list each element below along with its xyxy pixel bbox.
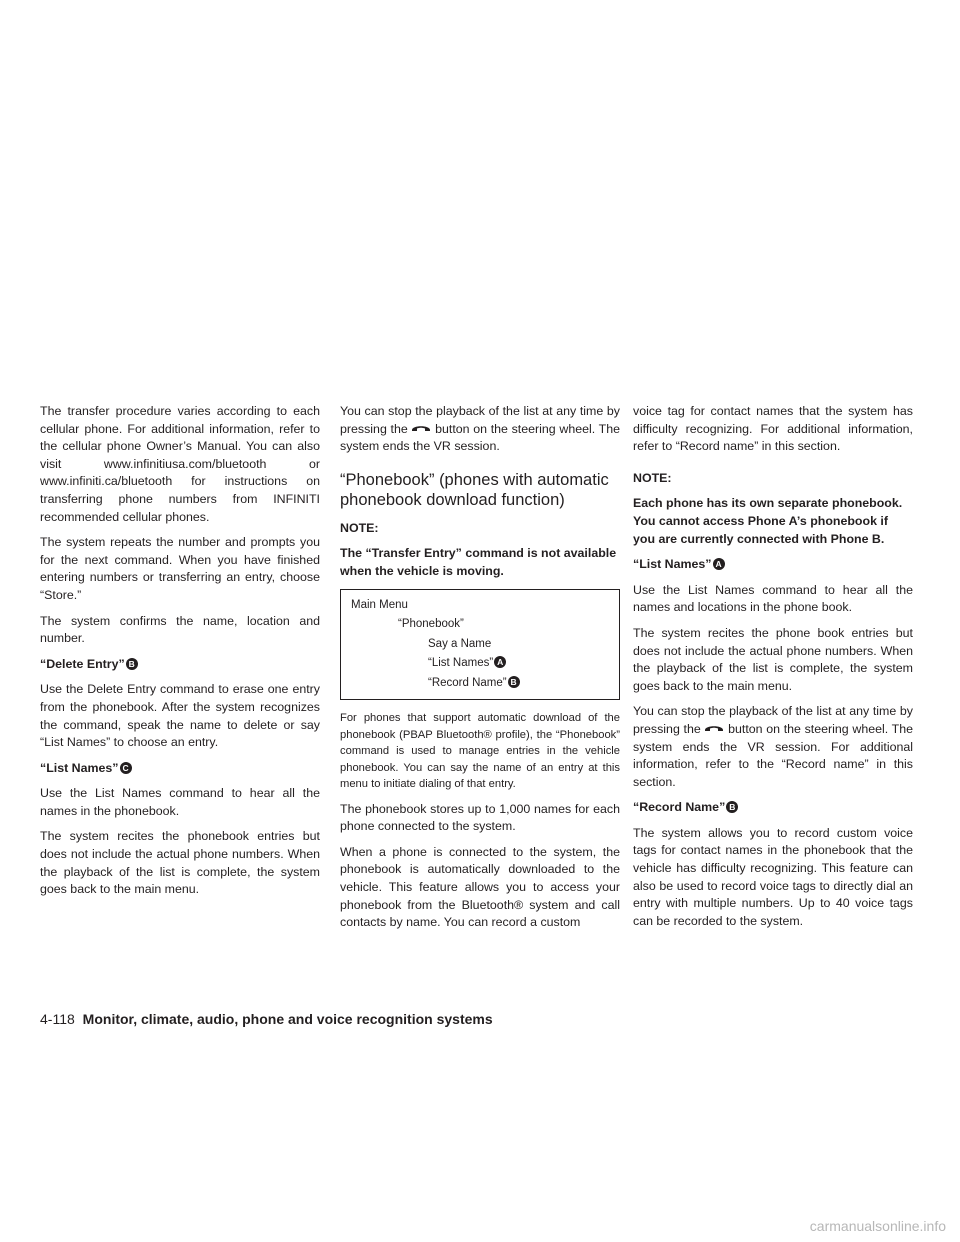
caption: For phones that support automatic download of the phonebook (PBAP Bluetooth® profile), the “Phonebook” command is used to manage entries in the vehicle phonebook. You can say the name of an entry at this menu to initiate dialing of that entry. xyxy=(340,712,620,791)
ref-marker-a: A xyxy=(494,656,506,668)
menu-diagram xyxy=(340,589,620,701)
page-footer xyxy=(40,1011,493,1027)
page-number: 4-118 xyxy=(40,1011,75,1027)
menu-item-phonebook: “Phonebook” xyxy=(398,618,464,631)
text: button on the steering wheel. The system ends the VR session. xyxy=(340,421,620,454)
note-label: NOTE: xyxy=(633,470,672,485)
phone-hangup-icon xyxy=(704,723,724,732)
paragraph: The system confirms the name, location and number. xyxy=(40,613,320,646)
section-heading: “Phonebook” (phones with automatic phonebook download function) xyxy=(340,470,609,509)
text: You can stop the playback of the list at any time by pressing the xyxy=(340,404,620,436)
ref-marker-a: A xyxy=(713,558,725,570)
watermark-link[interactable]: carmanualsonline.info xyxy=(809,1218,946,1234)
column-1 xyxy=(40,403,320,907)
paragraph: The transfer procedure varies according to each cellular phone. For additional information, refer to the cellular phone Owner’s Manual. You can also visit www.infinitiusa.com/bluetooth or www.infiniti.ca/bluetooth for instructions on transferring phone numbers from INFINITI recommended cellular phones. xyxy=(40,404,320,524)
paragraph: Use the Delete Entry command to erase one entry from the phonebook. After the system recognizes the command, speak the name to delete or say “List Names” to choose an entry. xyxy=(40,682,320,750)
paragraph: Use the List Names command to hear all the names in the phonebook. xyxy=(40,786,320,818)
paragraph: Use the List Names command to hear all the names and locations in the phone book. xyxy=(633,582,913,615)
paragraph: The system recites the phone book entries but does not include the actual phone numbers. When the playback of the list is complete, the system goes back to the main menu. xyxy=(633,625,913,693)
paragraph: The phonebook stores up to 1,000 names for each phone connected to the system. xyxy=(340,801,620,834)
column-2 xyxy=(340,403,620,940)
menu-item-say-a-name: Say a Name xyxy=(428,637,492,650)
menu-item-label: “Record Name” xyxy=(428,676,507,689)
heading-record-name xyxy=(633,799,913,817)
chapter-title: Monitor, climate, audio, phone and voice recognition systems xyxy=(82,1011,493,1027)
heading-text: “Record Name” xyxy=(633,800,726,815)
menu-item-list-names xyxy=(351,654,609,674)
menu-item-record-name xyxy=(351,674,609,694)
paragraph: When a phone is connected to the system, the phonebook is automatically downloaded to the vehicle. This feature allows you to access your phonebook from the Bluetooth® system and call contacts by name. You can record a custom xyxy=(340,844,620,930)
ref-marker-b: B xyxy=(726,801,738,813)
note-text: Each phone has its own separate phonebook. You cannot access Phone A’s phonebook if you are currently connected with Phone B. xyxy=(633,496,903,546)
heading-text: “Delete Entry” xyxy=(40,656,125,671)
text: button on the steering wheel. The system ends the VR session. For additional information, refer to the “Record name” in this section. xyxy=(633,721,913,789)
paragraph xyxy=(633,703,913,791)
phone-hangup-icon xyxy=(411,423,431,432)
paragraph: The system allows you to record custom voice tags for contact names in the phonebook that the vehicle has difficulty recognizing. This feature can also be used to record voice tags to directly dial an entry with multiple numbers. Up to 40 voice tags can be recorded to the system. xyxy=(633,825,913,928)
heading-text: “List Names” xyxy=(633,557,712,572)
menu-item-label: “List Names” xyxy=(428,657,494,670)
text: You can stop the playback of the list at any time by pressing the xyxy=(633,704,913,736)
paragraph xyxy=(340,403,620,456)
column-3 xyxy=(633,403,913,938)
heading-delete-entry xyxy=(40,656,320,674)
ref-marker-b: B xyxy=(126,658,138,670)
paragraph: voice tag for contact names that the system has difficulty recognizing. For additional information, refer to “Record name” in this section. xyxy=(633,404,913,454)
heading-list-names xyxy=(633,556,913,574)
note-text: The “Transfer Entry” command is not available when the vehicle is moving. xyxy=(340,546,617,578)
ref-marker-b: B xyxy=(508,676,520,688)
heading-text: “List Names” xyxy=(40,760,119,775)
heading-list-names xyxy=(40,760,320,778)
paragraph: The system recites the phonebook entries but does not include the actual phone numbers. When the playback of the list is complete, the system goes back to the main menu. xyxy=(40,829,320,897)
note-label: NOTE: xyxy=(340,520,379,535)
ref-marker-c: C xyxy=(120,762,132,774)
paragraph: The system repeats the number and prompts you for the next command. When you have finished entering numbers or transferring an entry, choose “Store.” xyxy=(40,535,320,602)
menu-item-main: Main Menu xyxy=(351,598,408,611)
